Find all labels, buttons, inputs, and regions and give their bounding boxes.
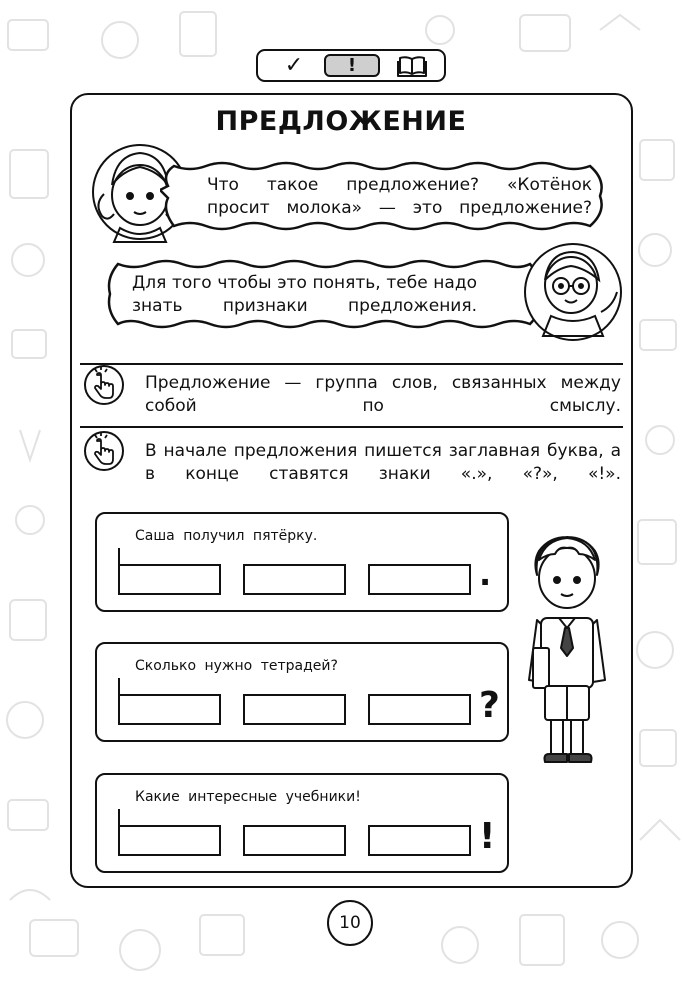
check-mode-button[interactable] <box>274 54 314 77</box>
rule-sentence-definition: Предложение — группа слов, связанных между собой по смыслу. <box>145 373 621 416</box>
exercise-sentence: Саша получил пятёрку. <box>135 528 318 544</box>
exercise-box-1 <box>95 512 509 612</box>
mode-bar <box>256 49 446 82</box>
pointing-hand-icon <box>83 364 125 406</box>
word-box-2[interactable] <box>243 564 346 595</box>
exercise-box-3 <box>95 773 509 873</box>
rule-mode-button[interactable] <box>324 54 380 77</box>
word-box-3[interactable] <box>368 564 471 595</box>
end-mark: ! <box>479 816 496 857</box>
page-title: ПРЕДЛОЖЕНИЕ <box>215 106 467 137</box>
schoolboy-illustration <box>515 530 620 770</box>
exclamation-icon: ! <box>347 55 357 76</box>
exercise-sentence: Какие интересные учебники! <box>135 789 361 805</box>
exercise-box-2 <box>95 642 509 742</box>
divider-top <box>80 363 623 365</box>
word-box-1[interactable] <box>118 694 221 725</box>
end-mark: . <box>479 555 492 593</box>
rule-capital-and-punctuation: В начале предложения пишется заглавная буква, а в конце ставятся знаки «.», «?», «!». <box>145 441 621 484</box>
exercise-sentence: Сколько нужно тетрадей? <box>135 658 338 674</box>
bubble-text-question: Что такое предложение? «Котёнок просит молока» — это предложение? <box>207 175 592 218</box>
word-box-2[interactable] <box>243 694 346 725</box>
read-mode-button[interactable] <box>390 54 434 77</box>
teacher-avatar <box>521 240 625 345</box>
bubble-text-answer: Для того чтобы это понять, тебе надо знать признаки предложения. <box>132 273 477 316</box>
end-mark: ? <box>479 685 500 726</box>
word-box-3[interactable] <box>368 825 471 856</box>
page-number: 10 <box>327 900 373 946</box>
word-box-2[interactable] <box>243 825 346 856</box>
book-icon <box>397 55 427 77</box>
word-box-3[interactable] <box>368 694 471 725</box>
divider-middle <box>80 426 623 428</box>
word-box-1[interactable] <box>118 825 221 856</box>
checkmark-icon: ✓ <box>284 53 304 78</box>
pointing-hand-icon <box>83 430 125 472</box>
word-box-1[interactable] <box>118 564 221 595</box>
